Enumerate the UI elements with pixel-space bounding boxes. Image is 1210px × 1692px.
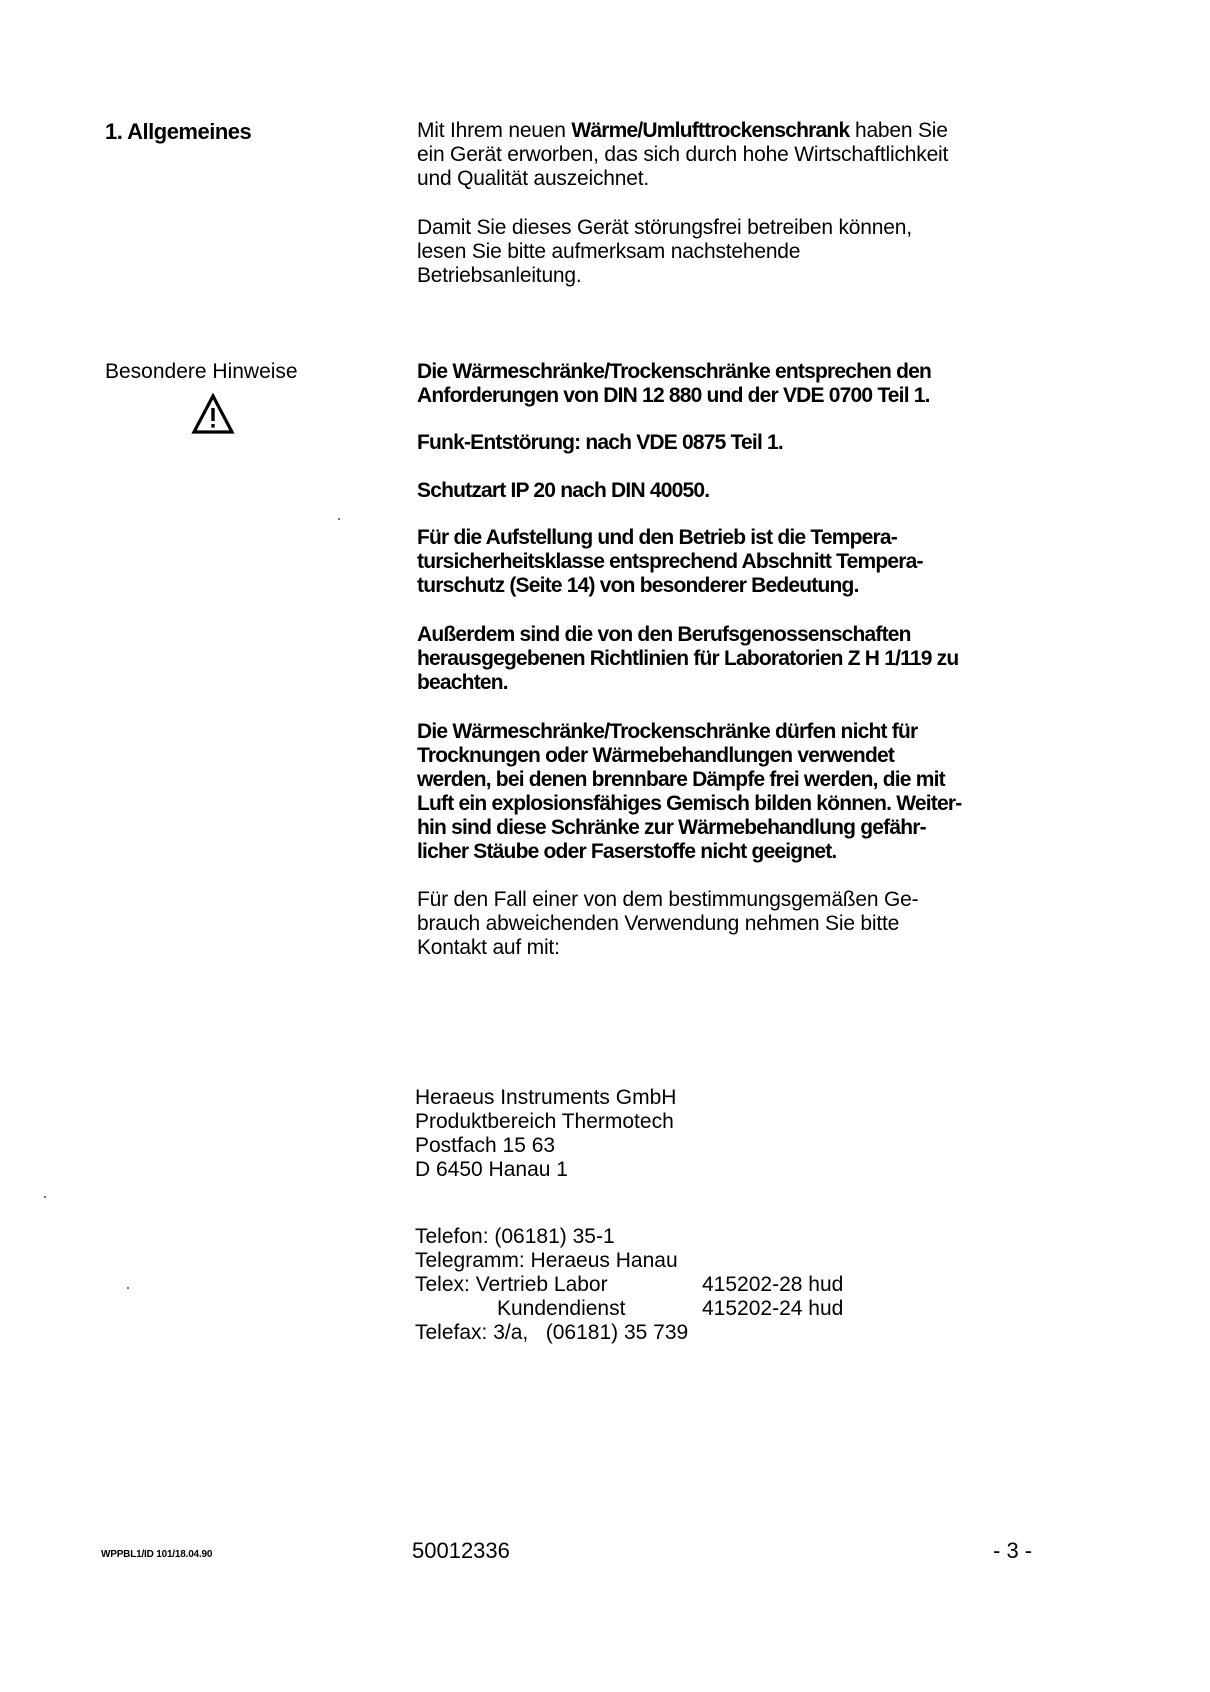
telex-kundendienst-label: Kundendienst — [497, 1297, 626, 1320]
intro-text: haben Sie — [849, 119, 948, 142]
footer-document-number: 50012336 — [412, 1538, 510, 1563]
address-line: Heraeus Instruments GmbH — [415, 1086, 677, 1109]
footer-document-code: WPPBL1/ID 101/18.04.90 — [101, 1549, 213, 1560]
note-standards — [417, 360, 1057, 408]
intro-paragraph-2 — [417, 216, 1057, 288]
note-line: Funk-Entstörung: nach VDE 0875 Teil 1. — [417, 431, 783, 454]
intro-text: Mit Ihrem neuen — [417, 119, 572, 142]
note-line: Die Wärmeschränke/Trockenschränke entsprechen den — [417, 360, 932, 383]
note-line: Für den Fall einer von dem bestimmungsgemäßen Ge- — [417, 888, 919, 911]
note-line: licher Stäube oder Faserstoffe nicht geeignet. — [417, 840, 837, 863]
note-guidelines — [417, 623, 1057, 695]
page-number: - 3 - — [993, 1538, 1033, 1563]
telex-labor-number: 415202-28 hud — [702, 1273, 844, 1296]
scan-speck — [338, 518, 340, 520]
intro-line: Damit Sie dieses Gerät störungsfrei betreiben können, — [417, 216, 912, 239]
note-line: Trocknungen oder Wärmebehandlungen verwendet — [417, 744, 895, 767]
intro-line: und Qualität auszeichnet. — [417, 167, 649, 190]
scan-speck — [44, 1196, 46, 1198]
note-line: hin sind diese Schränke zur Wärmebehandlung gefähr- — [417, 816, 926, 839]
intro-line: ein Gerät erworben, das sich durch hohe Wirtschaftlichkeit — [417, 143, 949, 166]
note-line: Für die Aufstellung und den Betrieb ist die Tempera- — [417, 526, 897, 549]
note-protection — [417, 479, 1057, 503]
note-line: Die Wärmeschränke/Trockenschränke dürfen nicht für — [417, 720, 918, 743]
telegramm: Telegramm: Heraeus Hanau — [415, 1249, 678, 1272]
note-line: Schutzart IP 20 nach DIN 40050. — [417, 479, 710, 502]
note-line: Kontakt auf mit: — [417, 936, 560, 959]
address-line: D 6450 Hanau 1 — [415, 1158, 568, 1181]
telefon: Telefon: (06181) 35-1 — [415, 1225, 615, 1248]
note-line: Außerdem sind die von den Berufsgenossenschaften — [417, 623, 911, 646]
intro-paragraph-1 — [417, 119, 1057, 191]
product-name: Wärme/Umlufttrockenschrank — [571, 119, 850, 142]
company-address — [415, 1086, 676, 1182]
note-line: Anforderungen von DIN 12 880 und der VDE 0700 Teil 1. — [417, 384, 930, 407]
note-line: tursicherheitsklasse entsprechend Abschnitt Tempera- — [417, 550, 923, 573]
section-heading: 1. Allgemeines — [105, 119, 252, 144]
note-temperature — [417, 526, 1057, 598]
warning-triangle-icon — [191, 393, 235, 435]
contact-block — [415, 1225, 843, 1345]
note-line: brauch abweichenden Verwendung nehmen Sie bitte — [417, 912, 900, 935]
address-line: Postfach 15 63 — [415, 1134, 556, 1157]
telex-kundendienst-number: 415202-24 hud — [702, 1297, 844, 1320]
note-interference — [417, 431, 1057, 455]
note-line: werden, bei denen brennbare Dämpfe frei werden, die mit — [417, 768, 945, 791]
telex-label: Telex: Vertrieb Labor — [415, 1273, 608, 1296]
note-restrictions — [417, 720, 1057, 864]
note-contact — [417, 888, 1057, 960]
note-line: beachten. — [417, 671, 508, 694]
intro-line: lesen Sie bitte aufmerksam nachstehende — [417, 240, 801, 263]
note-line: Luft ein explosionsfähiges Gemisch bilden können. Weiter- — [417, 792, 962, 815]
intro-line: Betriebsanleitung. — [417, 264, 582, 287]
scan-speck — [127, 1287, 129, 1289]
special-notes-label: Besondere Hinweise — [105, 360, 298, 383]
note-line: turschutz (Seite 14) von besonderer Bedeutung. — [417, 574, 859, 597]
note-line: herausgegebenen Richtlinien für Laboratorien Z H 1/119 zu — [417, 647, 959, 670]
address-line: Produktbereich Thermotech — [415, 1110, 674, 1133]
telefax: Telefax: 3/a, (06181) 35 739 — [415, 1321, 689, 1344]
